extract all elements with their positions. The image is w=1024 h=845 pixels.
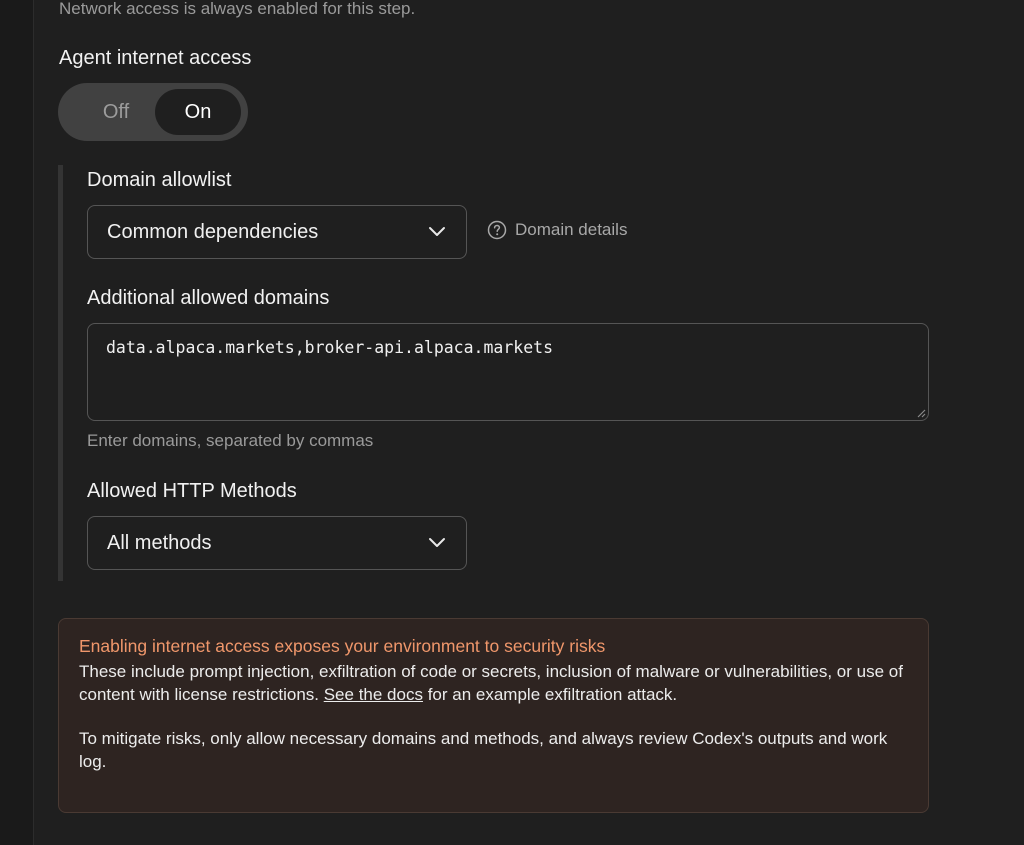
additional-domains-value: data.alpaca.markets,broker-api.alpaca.markets — [106, 338, 554, 357]
additional-domains-label: Additional allowed domains — [87, 287, 330, 309]
chevron-down-icon — [428, 537, 446, 549]
network-access-note: Network access is always enabled for this step. — [59, 0, 416, 18]
warning-risks-text-end: for an example exfiltration attack. — [422, 684, 678, 704]
see-docs-link[interactable]: See the docs — [323, 684, 423, 704]
warning-title: Enabling internet access exposes your environment to security risks — [79, 636, 606, 656]
resize-grip-icon[interactable] — [916, 408, 926, 418]
internet-access-label: Agent internet access — [59, 47, 252, 69]
domain-allowlist-select[interactable] — [87, 205, 467, 259]
toggle-off-option[interactable]: Off — [102, 101, 130, 123]
warning-risks-paragraph — [79, 661, 908, 706]
domain-allowlist-label: Domain allowlist — [87, 169, 232, 191]
chevron-down-icon — [428, 226, 446, 238]
toggle-on-option[interactable]: On — [155, 89, 241, 135]
http-methods-value: All methods — [107, 531, 212, 554]
indent-bar — [58, 165, 63, 581]
internet-access-toggle[interactable] — [58, 83, 248, 141]
left-rail — [0, 0, 34, 845]
http-methods-label: Allowed HTTP Methods — [87, 480, 297, 502]
domain-details-link[interactable] — [487, 220, 627, 240]
security-warning-callout — [58, 618, 929, 813]
domain-allowlist-value: Common dependencies — [107, 220, 319, 243]
question-circle-icon — [487, 220, 507, 240]
warning-mitigation-paragraph: To mitigate risks, only allow necessary domains and methods, and always review Codex's outputs and work log. — [79, 729, 888, 771]
http-methods-select[interactable] — [87, 516, 467, 570]
warning-risks-text: These include prompt injection, exfiltration of code or secrets, inclusion of malware or vulnerabilities, or use of content with license restrictions. — [79, 662, 903, 704]
warning-body — [79, 661, 908, 773]
additional-domains-helper: Enter domains, separated by commas — [87, 431, 374, 450]
domain-details-label: Domain details — [515, 220, 628, 239]
additional-domains-input[interactable] — [87, 323, 929, 421]
